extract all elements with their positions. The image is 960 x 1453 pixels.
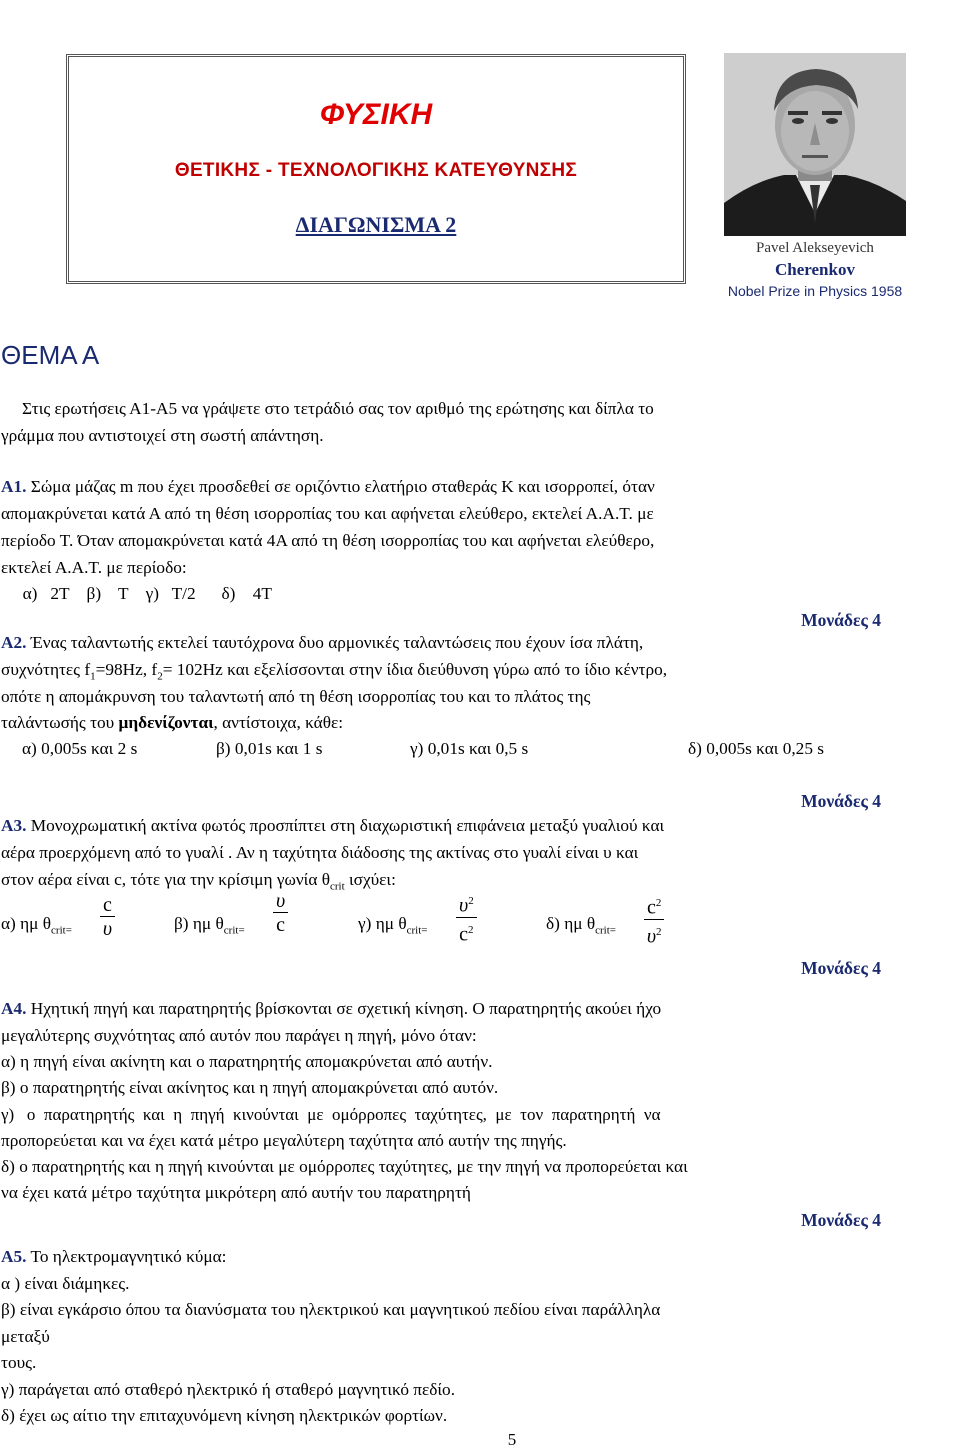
question-a2-label: Α2. — [1, 633, 27, 652]
question-a4-option-d-line-2: να έχει κατά μέτρο ταχύτητα μικρότερη από αυτήν του παρατηρητή — [1, 1183, 471, 1202]
question-a3-label: Α3. — [1, 816, 27, 835]
question-a1-label: Α1. — [1, 477, 27, 496]
question-a3-line-1: Α3. Μονοχρωματική ακτίνα φωτός προσπίπτει στη διαχωριστική επιφάνεια μεταξύ γυαλιού και — [1, 816, 665, 835]
question-a3-line-2: αέρα προερχόμενη από το γυαλί . Αν η ταχύτητα διάδοσης της ακτίνας στο γυαλί είναι υ και — [1, 843, 639, 862]
question-a3-line-3: στον αέρα είναι c, τότε για την κρίσιμη γωνία $\theta_{crit}$ ισχύει: — [1, 870, 396, 893]
question-a5-option-b-line-3: τους. — [1, 1353, 37, 1372]
question-a2-option-c: γ) 0,01s και 0,5 s — [410, 739, 529, 758]
fraction-c: $\frac{\upsilon^2}{c^2}$ — [456, 890, 477, 946]
question-a2-line-3: οπότε η απομάκρυνση του ταλαντωτή από τη θέση ισορροπίας του και το πλάτος της — [1, 687, 591, 706]
question-a4-option-d-line-1: δ) ο παρατηρητής και η πηγή κινούνται με ομόρροπες ταχύτητες, με την πηγή να προπορεύεται και — [1, 1157, 688, 1176]
question-a1-line-1: Α1. Σώμα μάζας m που έχει προσδεθεί σε οριζόντιο ελατήριο σταθεράς Κ και ισορροπεί, όταν — [1, 477, 655, 496]
fraction-a: $\frac{c}{\upsilon}$ — [100, 894, 115, 941]
question-a2-line-4: ταλάντωσής του μηδενίζονται, αντίστοιχα, κάθε: — [1, 713, 344, 732]
question-a2-line-1: Α2. Ένας ταλαντωτής εκτελεί ταυτόχρονα δυο αρμονικές ταλαντώσεις που έχουν ίσα πλάτη, — [1, 633, 644, 652]
question-a1-options: α) 2Τ β) Τ γ) Τ/2 δ) 4Τ — [1, 584, 272, 603]
intro-line-2: γράμμα που αντιστοιχεί στη σωστή απάντηση. — [1, 426, 324, 445]
question-a4-option-c-line-2: προπορεύεται και να έχει κατά μέτρο μεγαλύτερη ταχύτητα από αυτήν της πηγής. — [1, 1131, 567, 1150]
question-a1-line-3: περίοδο Τ. Όταν απομακρύνεται κατά 4Α από τη θέση ισορροπίας του και αφήνεται ελεύθερο, — [1, 531, 655, 550]
exam-title: ΔΙΑΓΩΝΙΣΜΑ 2 — [295, 212, 457, 237]
question-a2-option-d: δ) 0,005s και 0,25 s — [688, 739, 825, 758]
question-a3-option-c-label: γ) ημ $\theta_{crit=}$ — [358, 914, 428, 937]
portrait-caption-name: Pavel Alekseyevich — [756, 240, 874, 256]
question-a4-option-c-line-1: γ) ο παρατηρητής και η πηγή κινούνται με ομόρροπες ταχύτητες, με τον παρατηρητή να — [1, 1105, 661, 1124]
question-a2-marks: Μονάδες 4 — [801, 791, 881, 811]
question-a1-marks: Μονάδες 4 — [801, 610, 881, 630]
question-a4-line-1: Α4. Ηχητική πηγή και παρατηρητής βρίσκονται σε σχετική κίνηση. Ο παρατηρητής ακούει ήχο — [1, 999, 662, 1018]
page-number: 5 — [507, 1430, 517, 1449]
question-a3-option-b-label: β) ημ $\theta_{crit=}$ — [174, 914, 245, 937]
question-a4-label: Α4. — [1, 999, 27, 1018]
portrait-photo — [724, 53, 906, 236]
question-a5-option-a: α ) είναι διάμηκες. — [1, 1274, 130, 1293]
question-a2-option-b: β) 0,01s και 1 s — [216, 739, 323, 758]
question-a1-line-2: απομακρύνεται κατά Α από τη θέση ισορροπίας του και αφήνεται ελεύθερο, εκτελεί Α.Α.Τ. με — [1, 504, 654, 523]
question-a5-option-c: γ) παράγεται από σταθερό ηλεκτρικό ή σταθερό μαγνητικό πεδίο. — [1, 1380, 456, 1399]
question-a4-line-2: μεγαλύτερης συχνότητας από αυτόν που παράγει η πηγή, μόνο όταν: — [1, 1026, 477, 1045]
intro-line-1: Στις ερωτήσεις Α1-Α5 να γράψετε στο τετράδιό σας τον αριθμό της ερώτησης και δίπλα το — [22, 399, 654, 418]
question-a4-marks: Μονάδες 4 — [801, 1210, 881, 1230]
question-a5-option-b-line-1: β) είναι εγκάρσιο όπου τα διανύσματα του ηλεκτρικού και μαγνητικού πεδίου είναι παράλληλα — [1, 1300, 661, 1319]
question-a5-label: Α5. — [1, 1247, 27, 1266]
portrait-caption-surname: Cherenkov — [775, 260, 855, 279]
portrait-caption-prize: Nobel Prize in Physics 1958 — [727, 283, 903, 299]
question-a2-line-2: συχνότητες $f_1=98Hz$, $f_2= 102Hz$ και εξελίσσονται στην ίδια διεύθυνση γύρω από το ίδιο κέντρο, — [1, 660, 668, 683]
question-a4-option-a: α) η πηγή είναι ακίνητη και ο παρατηρητής απομακρύνεται από αυτήν. — [1, 1052, 493, 1071]
question-a3-marks: Μονάδες 4 — [801, 958, 881, 978]
question-a5-line-1: Α5. Το ηλεκτρομαγνητικό κύμα: — [1, 1247, 227, 1266]
question-a5-option-b-line-2: μεταξύ — [1, 1327, 50, 1346]
section-title: ΘΕΜΑ Α — [1, 340, 100, 370]
track-title: ΘΕΤΙΚΗΣ - ΤΕΧΝΟΛΟΓΙΚΗΣ ΚΑΤΕΥΘΥΝΣΗΣ — [174, 160, 578, 181]
question-a5-option-d: δ) έχει ως αίτιο την επιταχυνόμενη κίνηση ηλεκτρικών φορτίων. — [1, 1406, 448, 1425]
question-a1-line-4: εκτελεί Α.Α.Τ. με περίοδο: — [1, 558, 187, 577]
fraction-b: $\frac{\upsilon}{c}$ — [273, 890, 288, 937]
question-a2-option-a: α) 0,005s και 2 s — [22, 739, 138, 758]
question-a3-option-a-label: α) ημ $\theta_{crit=}$ — [1, 914, 72, 937]
fraction-d: $\frac{c^2}{\upsilon^2}$ — [644, 892, 664, 948]
question-a3-option-d-label: δ) ημ $\theta_{crit=}$ — [546, 914, 616, 937]
question-a4-option-b: β) ο παρατηρητής είναι ακίνητος και η πηγή απομακρύνεται από αυτόν. — [1, 1078, 499, 1097]
subject-title: ΦΥΣΙΚΗ — [319, 98, 433, 131]
